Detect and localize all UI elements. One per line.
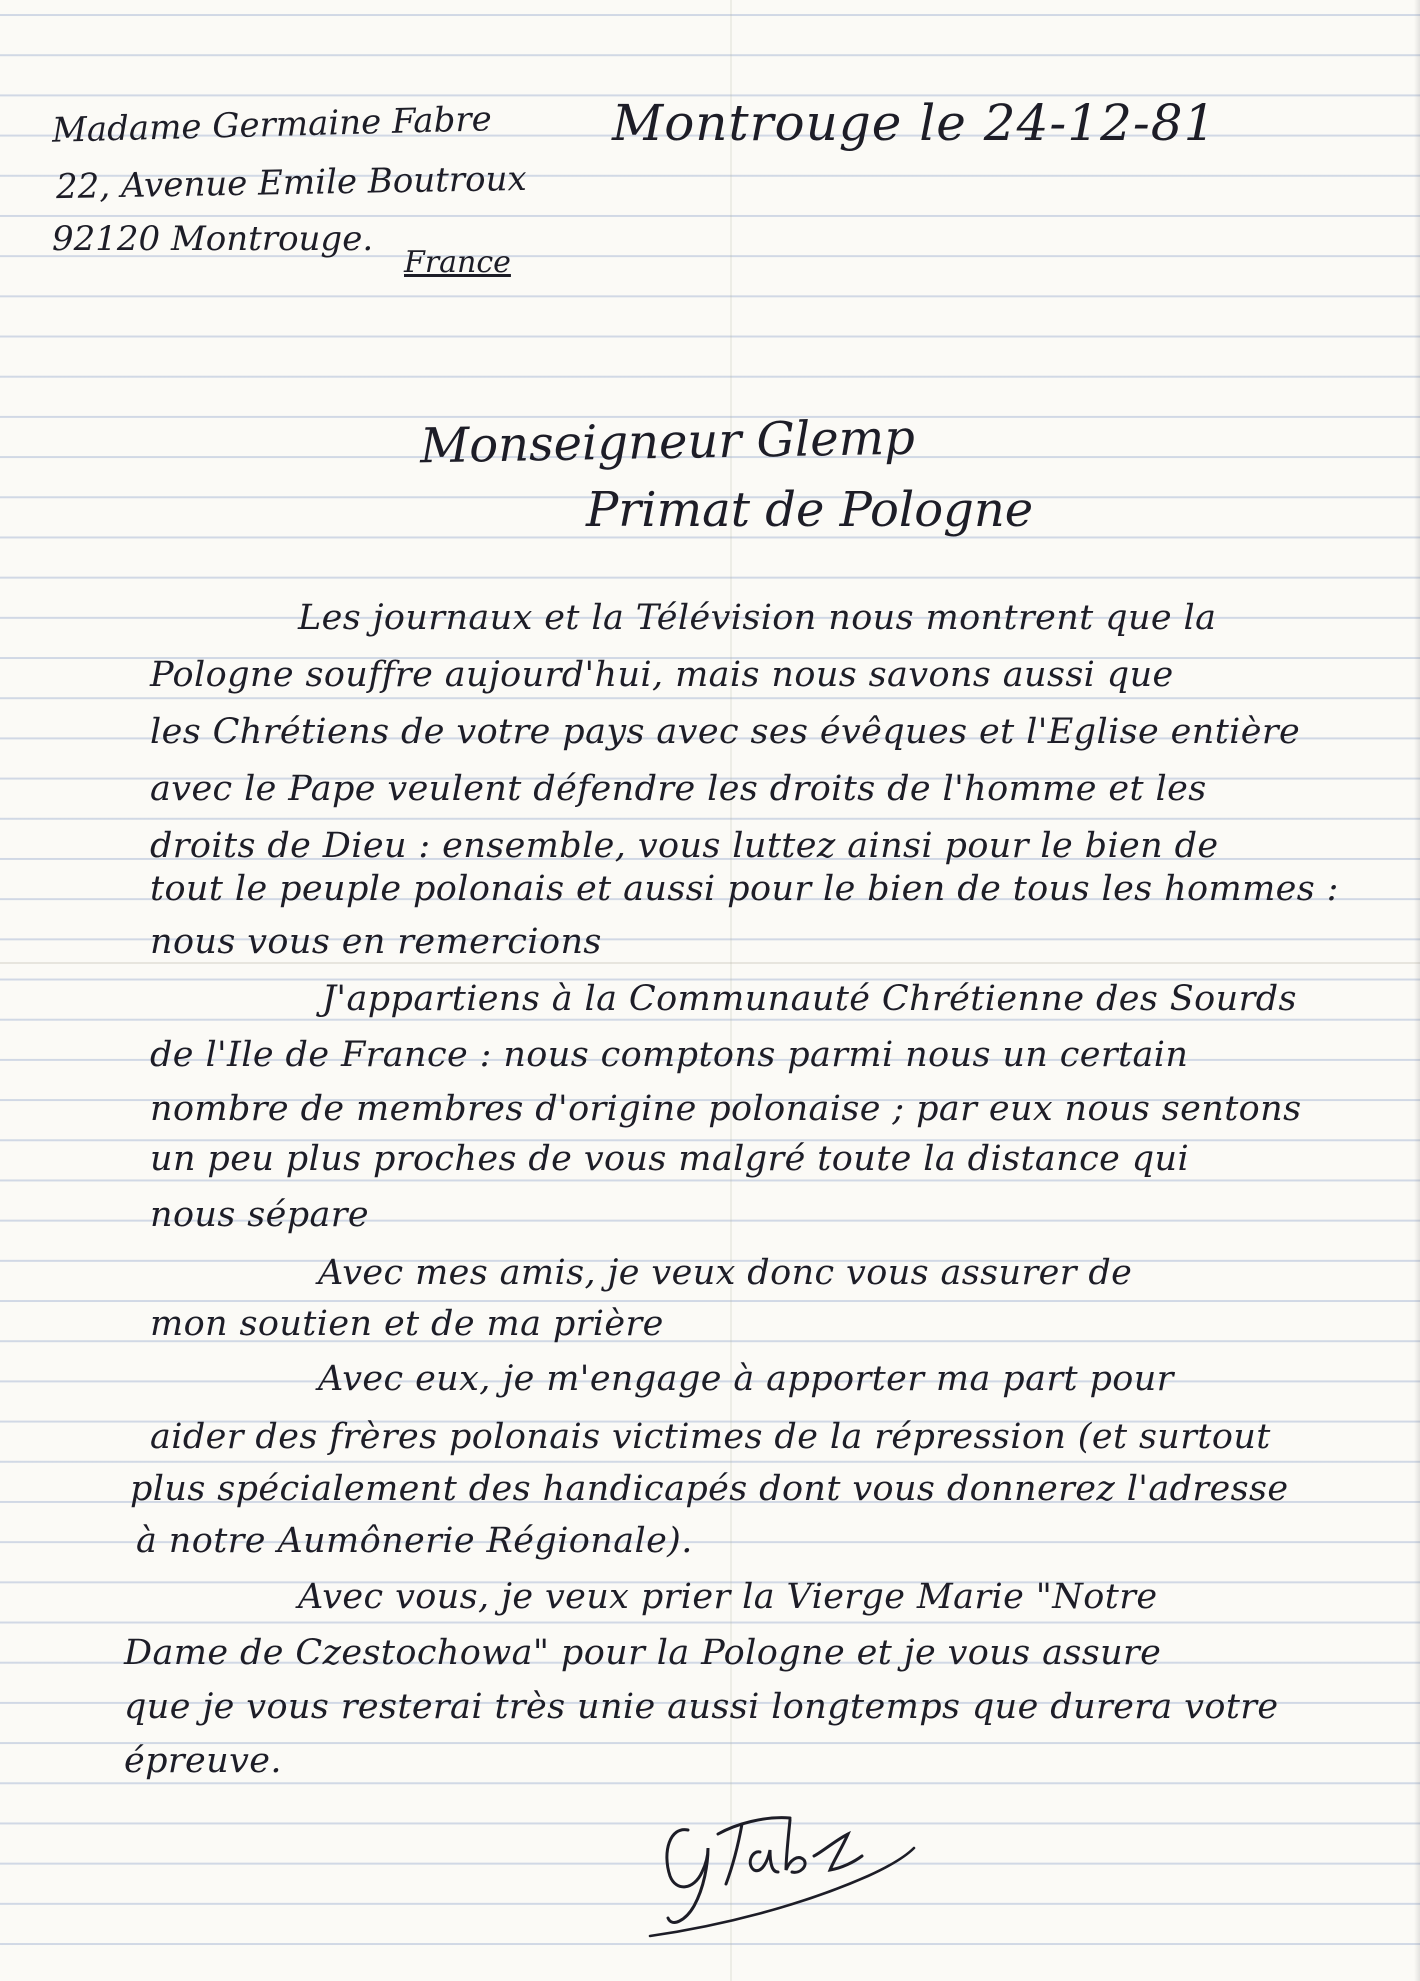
body-line: que je vous resterai très unie aussi longtemps que durera votre [124, 1687, 1279, 1727]
body-line: avec le Pape veulent défendre les droits de l'homme et les [150, 769, 1207, 809]
body-line: J'appartiens à la Communauté Chrétienne des Sourds [322, 979, 1297, 1019]
sender-street: 22, Avenue Emile Boutroux [55, 158, 527, 208]
body-line: nous sépare [150, 1195, 370, 1235]
body-line: plus spécialement des handicapés dont vous donnerez l'adresse [130, 1469, 1289, 1509]
body-line: aider des frères polonais victimes de la répression (et surtout [150, 1417, 1271, 1457]
body-line: Dame de Czestochowa" pour la Pologne et je vous assure [124, 1633, 1162, 1673]
letter-date: Montrouge le 24-12-81 [612, 94, 1217, 152]
body-line: droits de Dieu : ensemble, vous luttez ainsi pour le bien de [150, 826, 1219, 866]
body-line: nous vous en remercions [150, 922, 602, 962]
body-line: mon soutien et de ma prière [150, 1304, 664, 1344]
body-line: de l'Ile de France : nous comptons parmi nous un certain [150, 1035, 1189, 1075]
salutation-title: Primat de Pologne [586, 482, 1034, 538]
body-line: les Chrétiens de votre pays avec ses évêques et l'Eglise entière [150, 712, 1301, 752]
salutation-recipient: Monseigneur Glemp [419, 409, 916, 475]
sender-name: Madame Germaine Fabre [51, 99, 493, 151]
body-line: nombre de membres d'origine polonaise ; par eux nous sentons [150, 1089, 1302, 1129]
body-line: Avec eux, je m'engage à apporter ma part pour [318, 1359, 1174, 1399]
body-line: tout le peuple polonais et aussi pour le bien de tous les hommes : [150, 869, 1339, 909]
paper-fold-line [0, 962, 1420, 964]
body-line: Avec vous, je veux prier la Vierge Marie "Notre [298, 1577, 1158, 1617]
body-line: un peu plus proches de vous malgré toute la distance qui [150, 1139, 1190, 1179]
sender-city: 92120 Montrouge. [52, 219, 374, 259]
handwritten-signature [610, 1760, 970, 1950]
sender-country: France [404, 245, 511, 280]
body-line: Les journaux et la Télévision nous montrent que la [298, 598, 1217, 638]
body-line: Avec mes amis, je veux donc vous assurer de [318, 1253, 1133, 1293]
body-line: épreuve. [124, 1741, 282, 1781]
body-line: à notre Aumônerie Régionale). [136, 1521, 693, 1561]
body-line: Pologne souffre aujourd'hui, mais nous savons aussi que [150, 655, 1174, 695]
page-edge-shadow [1414, 0, 1420, 1981]
